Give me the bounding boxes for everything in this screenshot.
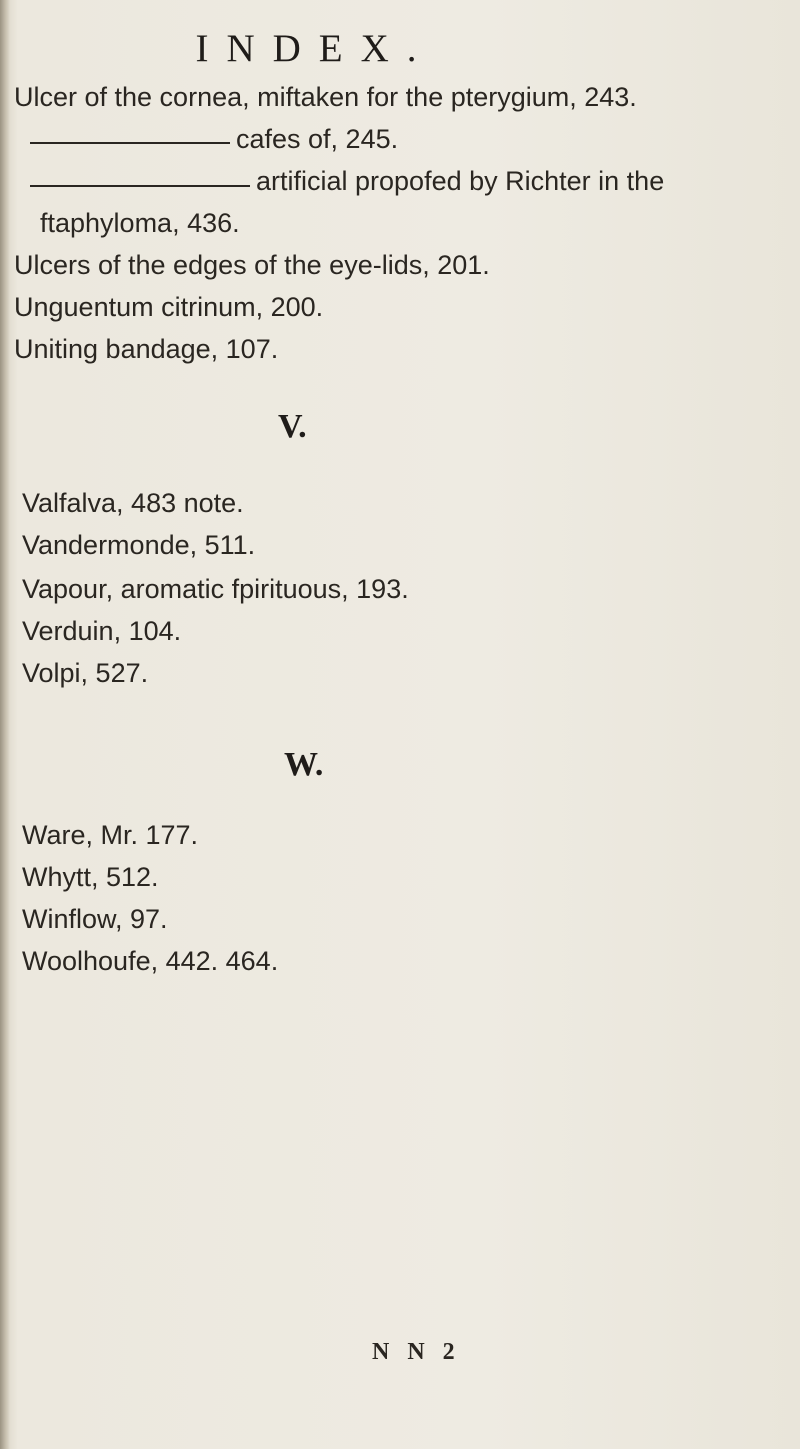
index-entry: Ware, Mr. 177. xyxy=(22,820,199,850)
signature-mark: N N 2 xyxy=(372,1339,461,1365)
index-entry: Uniting bandage, 107. xyxy=(14,334,279,364)
section-heading-v: V. xyxy=(278,408,307,445)
index-entry: artificial propofed by Richter in the xyxy=(256,166,665,196)
section-heading-w: W. xyxy=(284,746,324,783)
index-entry: Vapour, aromatic fpirituous, 193. xyxy=(22,574,409,604)
index-entry: Woolhoufe, 442. 464. xyxy=(22,946,279,976)
index-entry: Ulcers of the edges of the eye-lids, 201. xyxy=(14,250,490,280)
index-entry: ftaphyloma, 436. xyxy=(40,208,240,238)
index-entry: Winflow, 97. xyxy=(22,904,168,934)
index-entry: Volpi, 527. xyxy=(22,658,149,688)
index-entry: Vandermonde, 511. xyxy=(22,530,256,560)
index-entry: Verduin, 104. xyxy=(22,616,182,646)
page-title: INDEX. xyxy=(195,27,435,70)
ditto-rule xyxy=(30,142,230,144)
index-entry: Valfalva, 483 note. xyxy=(22,488,244,518)
index-entry: Ulcer of the cornea, miftaken for the pterygium, 243. xyxy=(14,82,637,112)
page-gutter xyxy=(0,0,10,1449)
index-entry: Whytt, 512. xyxy=(22,862,159,892)
index-entry: cafes of, 245. xyxy=(236,124,399,154)
ditto-rule xyxy=(30,185,250,187)
index-entry: Unguentum citrinum, 200. xyxy=(14,292,324,322)
